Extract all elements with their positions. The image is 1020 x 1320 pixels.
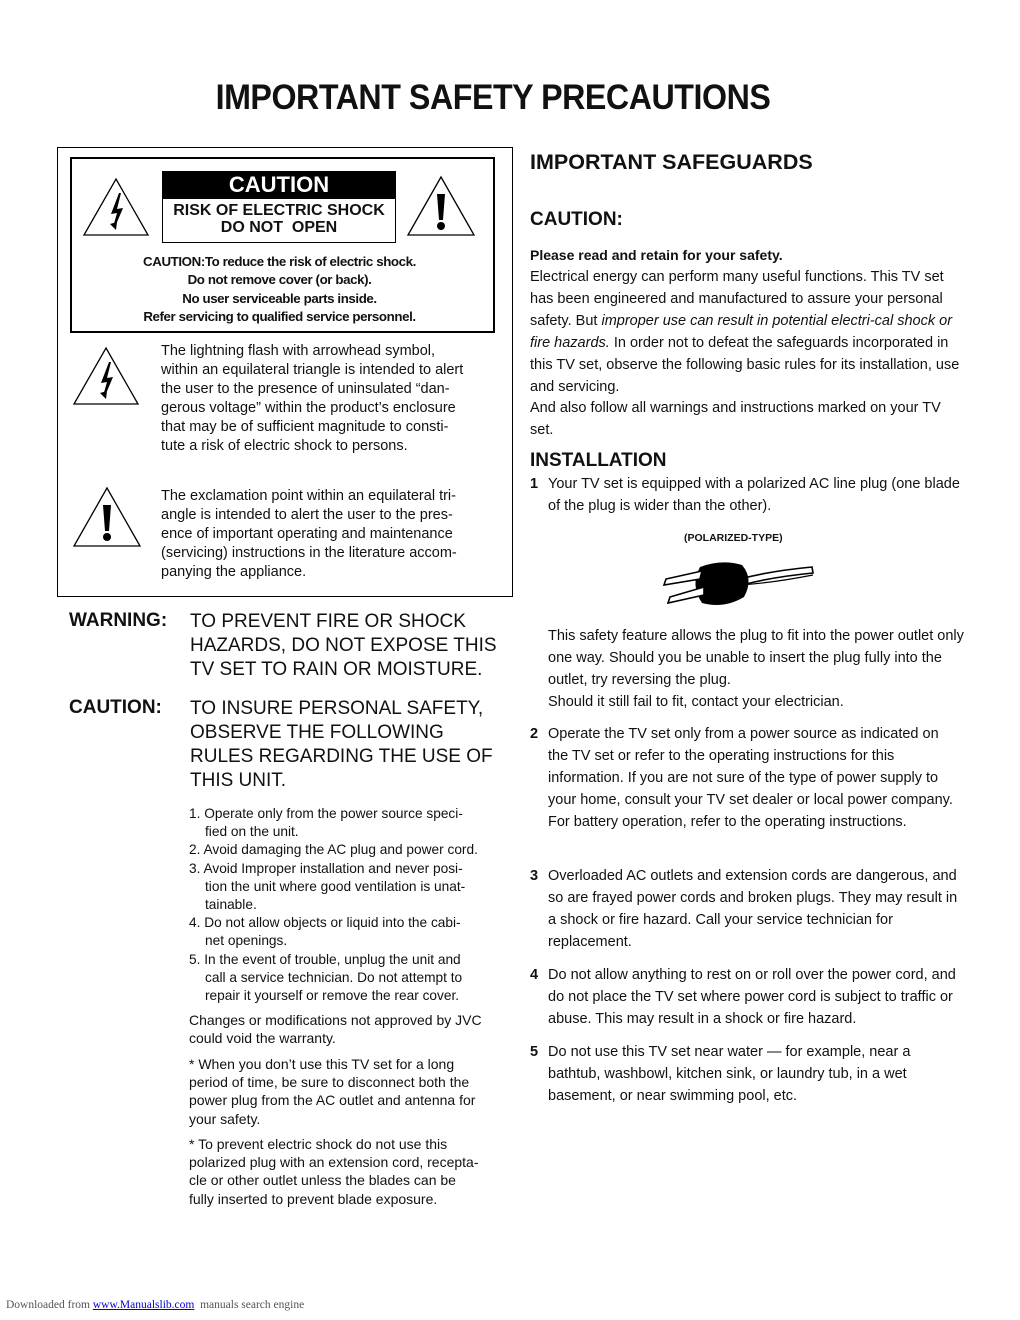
item-number: 1 [530,476,539,492]
item-number: 4 [530,967,539,983]
safety-feature-text [548,626,968,714]
exclamation-description [161,487,496,582]
text-line: angle is intended to alert the user to the pres- [161,507,453,523]
text-line: within an equilateral triangle is intended to alert [161,362,464,378]
disconnect-note [189,1055,511,1128]
text-line: OBSERVE THE FOLLOWING [190,722,444,743]
intro-text: In order not to defeat the safeguards incorporated in this TV set, observe the following basic rules for its installation, use and servicing. [530,334,960,395]
text-line: gerous voltage” within the product’s enclosure [161,400,456,416]
manualslib-link[interactable]: www.Manualslib.com [92,1299,195,1311]
caution-text-2 [190,697,510,793]
item-text: Operate the TV set only from a power source as indicated on the TV set or refer to the operating instructions for this information. If you are not sure of the type of power supply to your home, consult your TV set dealer or local power company. For battery operation, refer to the operating instructions. [548,726,953,830]
installation-item-1 [530,474,960,518]
safeguards-heading: IMPORTANT SAFEGUARDS [530,150,813,174]
item-number: 3 [530,868,539,884]
text-line: RULES REGARDING THE USE OF [190,746,493,767]
text-line: panying the appliance. [161,564,307,580]
text-line: your safety. [189,1110,261,1127]
list-item: 3. Avoid Improper installation and never posi- tion the unit where good ventilation is unat- tainable. [189,860,466,913]
text-line: ence of important operating and maintenance [161,526,453,542]
caution-label-2: CAUTION: [69,697,162,718]
installation-item-2 [530,724,960,834]
risk-text [162,202,396,236]
risk-line-2: DO NOT OPEN [220,219,338,236]
changes-note [189,1011,515,1047]
text-line: The exclamation point within an equilateral tri- [161,488,456,504]
list-item: 1. Operate only from the power source speci- fied on the unit. [189,806,463,840]
text-line: fully inserted to prevent blade exposure. [189,1190,438,1207]
warning-label: WARNING: [69,610,168,631]
item-number: 2 [530,726,539,742]
rules-list [189,805,511,1005]
text-line: Changes or modifications not approved by JVC [189,1012,482,1028]
text-line: The lightning flash with arrowhead symbol, [161,343,436,359]
caution-line: No user serviceable parts inside. [182,290,377,306]
text-line: THIS UNIT. [190,770,287,791]
text-line: polarized plug with an extension cord, recepta- [189,1154,479,1171]
text-line: cle or other outlet unless the blades can be [189,1172,456,1189]
installation-item-4 [530,965,960,1031]
warning-text [190,610,510,682]
caution-label: CAUTION [162,171,396,199]
text-line: tute a risk of electric shock to persons. [161,438,408,454]
exclamation-triangle-icon [72,486,142,548]
polarized-plug-icon [660,555,818,613]
intro-paragraph [530,267,962,442]
lightning-description [161,342,496,456]
text-line: the user to the presence of uninsulated “dan- [161,381,450,397]
list-item: 5. In the event of trouble, unplug the unit and call a service technician. Do not attempt to repair it yourself or remove the rear cover. [189,951,463,1004]
text-paragraph: This safety feature allows the plug to fit into the power outlet only one way. Should you be unable to insert the plug fully into the outlet, try reversing the plug. [548,628,964,688]
page-title: IMPORTANT SAFETY PRECAUTIONS [215,78,771,117]
intro-italic-text: improper use can result in potential electri-cal shock or fire hazards. [530,312,953,351]
text-line: TV SET TO RAIN OR MOISTURE. [190,659,483,680]
polarized-plug-note [189,1135,511,1208]
text-line: could void the warranty. [189,1030,336,1047]
item-text: Do not use this TV set near water — for example, near a bathtub, washbowl, kitchen sink, or laundry tub, in a wet basement, or near swimming pool, etc. [548,1044,911,1104]
item-text: Overloaded AC outlets and extension cords are dangerous, and so are frayed power cords and broken plugs. They may result in a shock or fire hazard. Call your service technician for replacement. [548,868,958,950]
installation-item-5 [530,1042,960,1108]
text-line: * To prevent electric shock do not use this [189,1136,448,1152]
text-line: that may be of sufficient magnitude to consti- [161,419,449,435]
installation-heading: INSTALLATION [530,450,667,471]
installation-item-3 [530,866,960,954]
text-line: HAZARDS, DO NOT EXPOSE THIS [190,635,497,656]
read-retain-text: Please read and retain for your safety. [530,247,783,263]
item-number: 5 [530,1044,539,1060]
item-text: Do not allow anything to rest on or roll over the power cord, and do not place the TV set where power cord is subject to traffic or abuse. This may result in a shock or fire hazard. [548,967,956,1027]
list-item: 2. Avoid damaging the AC plug and power cord. [189,842,478,858]
polarized-type-label: (POLARIZED-TYPE) [684,532,783,544]
footer [6,1299,304,1311]
caution-statement [72,253,487,326]
list-item: 4. Do not allow objects or liquid into the cabi- net openings. [189,915,461,949]
text-line: power plug from the AC outlet and antenna for [189,1092,476,1109]
text-line: TO PREVENT FIRE OR SHOCK [190,611,466,632]
intro-text: And also follow all warnings and instructions marked on your TV set. [530,400,941,439]
caution-line: Refer servicing to qualified service personnel. [143,308,416,324]
lightning-triangle-icon [82,177,150,237]
footer-prefix: Downloaded from [6,1299,93,1311]
text-line: TO INSURE PERSONAL SAFETY, [190,698,484,719]
caution-line: Do not remove cover (or back). [187,272,372,288]
lightning-triangle-icon [72,346,140,406]
caution-line: CAUTION:To reduce the risk of electric shock. [143,254,416,269]
footer-suffix: manuals search engine [194,1299,305,1311]
intro-text: Electrical energy can perform many useful functions. This TV set has been engineered and manufactured to assure your personal safety. But [530,269,944,329]
text-line: period of time, be sure to disconnect both the [189,1074,470,1091]
text-paragraph: Should it still fail to fit, contact your electrician. [548,693,844,710]
exclamation-triangle-icon [406,175,476,237]
risk-line-1: RISK OF ELECTRIC SHOCK [173,202,385,219]
item-text: Your TV set is equipped with a polarized AC line plug (one blade of the plug is wider than the other). [548,476,960,514]
text-line: (servicing) instructions in the literature accom- [161,545,457,561]
text-line: * When you don’t use this TV set for a long [189,1056,455,1072]
caution-heading: CAUTION: [530,209,623,230]
